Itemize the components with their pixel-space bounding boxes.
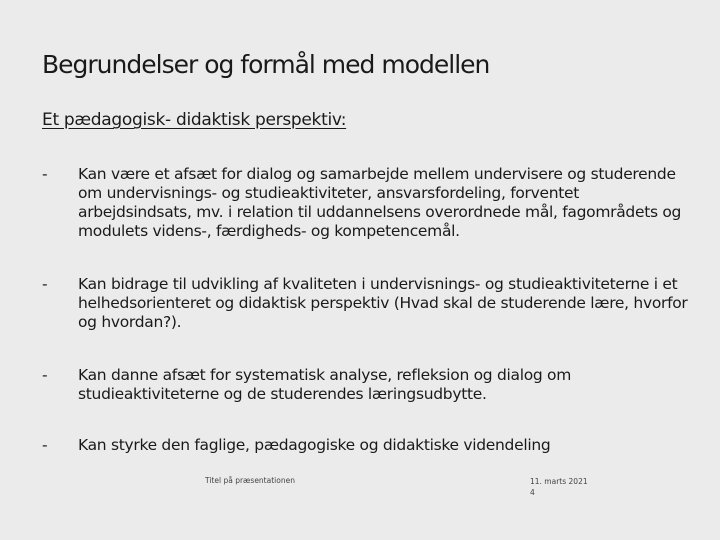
bullet-item bbox=[42, 165, 692, 241]
footer-page-number: 4 bbox=[530, 488, 535, 497]
bullet-marker: - bbox=[42, 366, 48, 384]
bullet-item bbox=[42, 275, 692, 332]
bullet-item bbox=[42, 366, 692, 404]
footer-presentation-title: Titel på præsentationen bbox=[205, 476, 295, 485]
bullet-text: Kan styrke den faglige, pædagogiske og didaktiske videndeling bbox=[78, 436, 551, 454]
bullet-list bbox=[42, 165, 692, 455]
footer-date: 11. marts 2021 bbox=[530, 477, 588, 486]
bullet-marker: - bbox=[42, 165, 48, 183]
slide-title: Begrundelser og formål med modellen bbox=[42, 50, 490, 79]
bullet-text: Kan danne afsæt for systematisk analyse, refleksion og dialog om studieaktiviteterne og de studerendes læringsudbytte. bbox=[78, 366, 572, 403]
footer-meta bbox=[530, 476, 588, 498]
slide-subtitle: Et pædagogisk- didaktisk perspektiv: bbox=[42, 110, 347, 130]
bullet-text: Kan bidrage til udvikling af kvaliteten i undervisnings- og studieaktiviteterne i et helhedsorienteret og didaktisk perspektiv (Hvad skal de studerende lære, hvorfor og hvordan?). bbox=[78, 275, 688, 331]
bullet-marker: - bbox=[42, 275, 48, 293]
bullet-item bbox=[42, 436, 692, 455]
bullet-marker: - bbox=[42, 436, 48, 454]
bullet-text: Kan være et afsæt for dialog og samarbejde mellem undervisere og studerende om undervisnings- og studieaktiviteter, ansvarsfordeling, forventet arbejdsindsats, mv. i relation til uddannelsens overordnede mål, fagområdets og modulets videns-, færdigheds- og kompetencemål. bbox=[78, 165, 682, 240]
